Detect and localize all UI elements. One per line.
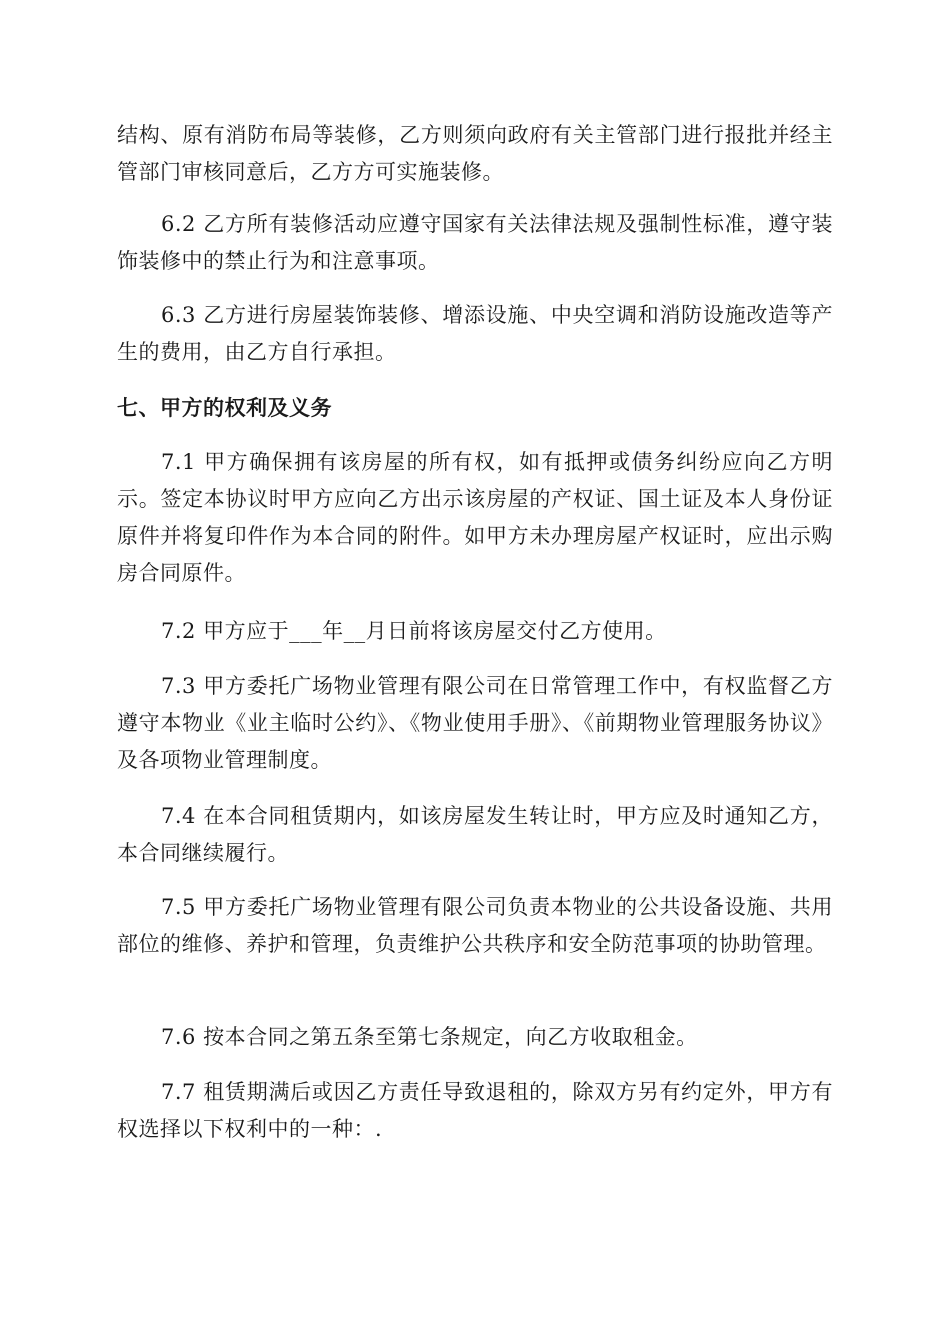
paragraph-7-4: 7.4 在本合同租赁期内，如该房屋发生转让时，甲方应及时通知乙方，本合同继续履行。 <box>117 804 833 865</box>
paragraph-7-2: 7.2 甲方应于___年__月日前将该房屋交付乙方使用。 <box>161 619 667 643</box>
paragraph-7-5: 7.5 甲方委托广场物业管理有限公司负责本物业的公共设备设施、共用部位的维修、养护和管理，负责维护公共秩序和安全防范事项的协助管理。 <box>117 895 833 956</box>
section-heading-7: 七、甲方的权利及义务 <box>117 395 332 420</box>
paragraph-7-6: 7.6 按本合同之第五条至第七条规定，向乙方收取租金。 <box>161 1025 698 1049</box>
paragraph-7-1: 7.1 甲方确保拥有该房屋的所有权，如有抵押或债务纠纷应向乙方明示。签定本协议时甲方应向乙方出示该房屋的产权证、国土证及本人身份证原件并将复印件作为本合同的附件。如甲方未办理房屋产权证时，应出示购房合同原件。 <box>117 450 833 585</box>
paragraph-6-1-continuation: 结构、原有消防布局等装修，乙方则须向政府有关主管部门进行报批并经主管部门审核同意后，乙方方可实施装修。 <box>117 123 833 184</box>
paragraph-7-7: 7.7 租赁期满后或因乙方责任导致退租的，除双方另有约定外，甲方有权选择以下权利中的一种：. <box>117 1080 833 1141</box>
paragraph-6-2: 6.2 乙方所有装修活动应遵守国家有关法律法规及强制性标准，遵守装饰装修中的禁止行为和注意事项。 <box>117 212 833 273</box>
paragraph-7-3: 7.3 甲方委托广场物业管理有限公司在日常管理工作中，有权监督乙方遵守本物业《业主临时公约》、《物业使用手册》、《前期物业管理服务协议》及各项物业管理制度。 <box>117 674 833 772</box>
paragraph-6-3: 6.3 乙方进行房屋装饰装修、增添设施、中央空调和消防设施改造等产生的费用，由乙方自行承担。 <box>117 303 833 364</box>
